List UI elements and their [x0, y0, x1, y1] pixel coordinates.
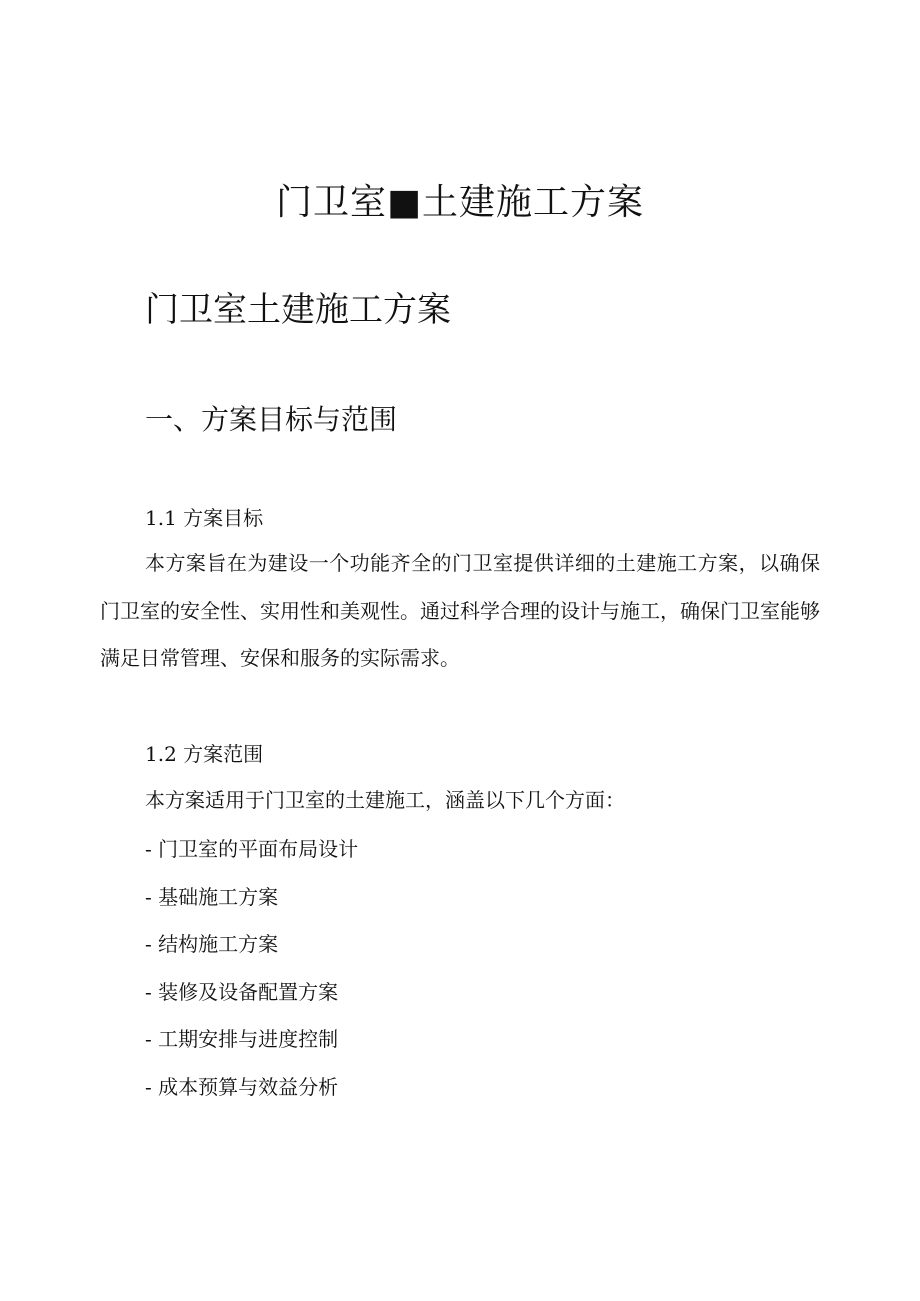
list-item: - 门卫室的平面布局设计 [145, 837, 359, 861]
paragraph-scope: 本方案适用于门卫室的土建施工，涵盖以下几个方面： [145, 788, 625, 812]
main-title: 门卫室■土建施工方案 [275, 182, 644, 223]
section-heading-goals-scope: 一、方案目标与范围 [145, 403, 398, 436]
paragraph-goals: 本方案旨在为建设一个功能齐全的门卫室提供详细的土建施工方案，以确保门卫室的安全性、实用性和美观性。通过科学合理的设计与施工，确保门卫室能够满足日常管理、安保和服务的实际需求。 [100, 551, 820, 670]
list-item: - 成本预算与效益分析 [145, 1074, 339, 1099]
list-item: - 工期安排与进度控制 [145, 1027, 339, 1051]
list-item: - 基础施工方案 [145, 884, 279, 909]
list-item: - 结构施工方案 [145, 932, 279, 956]
scope-list [145, 834, 358, 1119]
subheading-goals: 1.1 方案目标 [145, 506, 264, 530]
document-title: 门卫室土建施工方案 [145, 290, 451, 330]
list-item: - 装修及设备配置方案 [145, 979, 339, 1004]
subheading-scope: 1.2 方案范围 [145, 742, 264, 766]
